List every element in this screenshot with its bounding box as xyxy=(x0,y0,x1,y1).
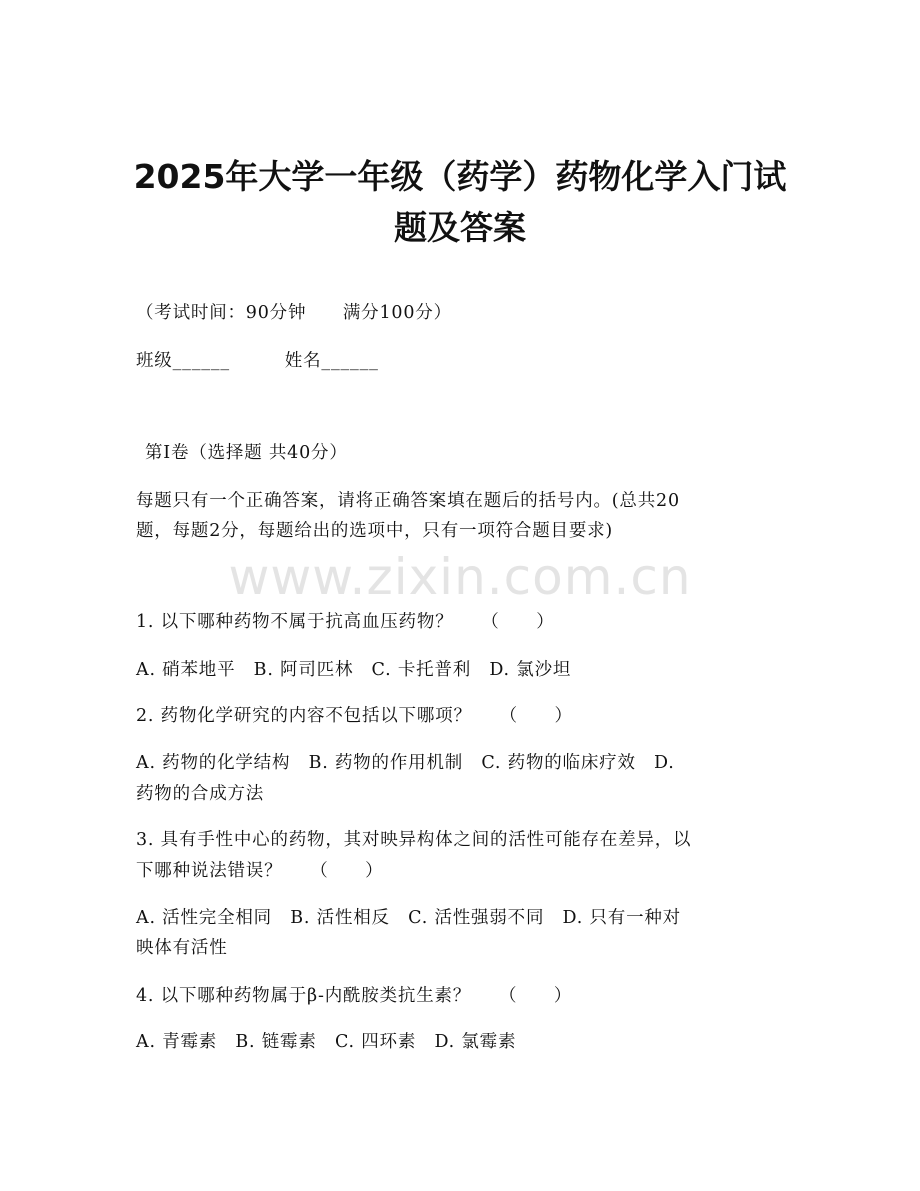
question-3-options-line-1: A. 活性完全相同 B. 活性相反 C. 活性强弱不同 D. 只有一种对 xyxy=(136,908,681,928)
instructions-line-1: 每题只有一个正确答案，请将正确答案填在题后的括号内。(总共20 xyxy=(136,491,680,511)
question-2-stem: 2. 药物化学研究的内容不包括以下哪项？ （ ） xyxy=(136,706,573,726)
instructions-line-2: 题，每题2分，每题给出的选项中，只有一项符合题目要求) xyxy=(136,521,614,541)
document-title-line-1: 2025年大学一年级（药学）药物化学入门试 xyxy=(133,157,787,196)
document-title-line-2: 题及答案 xyxy=(394,208,526,247)
question-4-stem: 4. 以下哪种药物属于β-内酰胺类抗生素？ （ ） xyxy=(136,986,573,1006)
question-3-options-line-2: 映体有活性 xyxy=(136,938,228,958)
question-3-stem-line-2: 下哪种说法错误？ （ ） xyxy=(136,861,384,881)
question-2-options-line-1: A. 药物的化学结构 B. 药物的作用机制 C. 药物的临床疗效 D. xyxy=(136,753,675,773)
question-3-stem-line-1: 3. 具有手性中心的药物，其对映异构体之间的活性可能存在差异，以 xyxy=(136,830,692,850)
watermark: www.zixin.com.cn xyxy=(228,548,692,606)
exam-info: （考试时间：90分钟 满分100分） xyxy=(136,303,452,323)
section-title: 第Ⅰ卷（选择题 共40分） xyxy=(145,443,348,463)
question-4-options: A. 青霉素 B. 链霉素 C. 四环素 D. 氯霉素 xyxy=(136,1032,517,1052)
question-1-stem: 1. 以下哪种药物不属于抗高血压药物？ （ ） xyxy=(136,612,555,632)
question-1-options: A. 硝苯地平 B. 阿司匹林 C. 卡托普利 D. 氯沙坦 xyxy=(136,660,572,680)
class-name-line: 班级______ 姓名______ xyxy=(136,351,379,371)
question-2-options-line-2: 药物的合成方法 xyxy=(136,784,265,804)
